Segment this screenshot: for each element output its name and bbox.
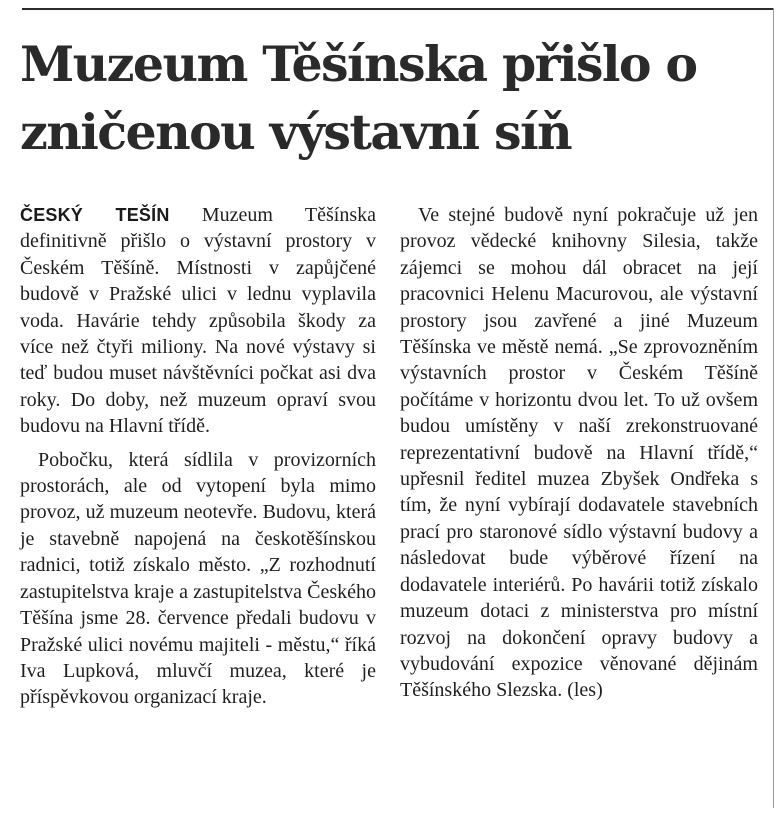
right-column	[400, 202, 758, 704]
left-paragraph-2: Pobočku, která sídlila v provizorních prostorách, ale od vytopení byla mimo provoz, už muzeum neotevře. Budovu, která je stavebně napojená na českotěšínskou radnici, totiž získalo město. „Z rozhodnutí zastupitelstva kraje a zastupitelstva Českého Těšína jsme 28. července předali budovu v Pražské ulici novému majiteli - městu,“ říká Iva Lupková, mluvčí muzea, které je příspěvkovou organizací kraje.	[20, 448, 376, 709]
clipping-edge	[773, 8, 774, 808]
left-paragraph-1-text: Muzeum Těšínska definitivně přišlo o výstavní prostory v Českém Těšíně. Místnosti v zapůjčené budově v Pražské ulici v lednu vyplavila voda. Havárie tehdy způsobila škody za více než čtyři miliony. Na nové výstavy si teď budou muset návštěvníci počkat asi dva roky. Do doby, než muzeum opraví svou budovu na Hlavní třídě.	[20, 204, 376, 438]
top-rule	[22, 8, 774, 10]
headline: Muzeum Těšínska přišlo o zničenou výstavní síň	[20, 35, 697, 161]
right-paragraph-1: Ve stejné budově nyní pokračuje už jen provoz vědecké knihovny Silesia, takže zájemci se mohou dál obracet na její pracovnici Helenu Macurovou, ale výstavní prostory jsou zavřené a jiné Muzeum Těšínska ve městě nemá. „Se zprovozněním výstavních prostor v Českém Těšíně počítáme v horizontu dvou let. To už ovšem budou umístěny v naší zrekonstruované reprezentativní budově na Hlavní třídě,“ upřesnil ředitel muzea Zbyšek Ondřeka s tím, že nyní vybírají dodavatele stavebních prací pro staronové sídlo výstavní budovy a následovat bude výběrové řízení na dodavatele interiérů. Po havárii totiž získalo muzeum dotaci z ministerstva pro místní rozvoj na dokončení opravy budovy a vybudování expozice věnované dějinám Těšínského Slezska. (les)	[400, 204, 758, 702]
left-paragraph-1	[20, 202, 376, 440]
dateline: ČESKÝ TEŠÍN	[20, 205, 170, 225]
left-column	[20, 202, 376, 711]
